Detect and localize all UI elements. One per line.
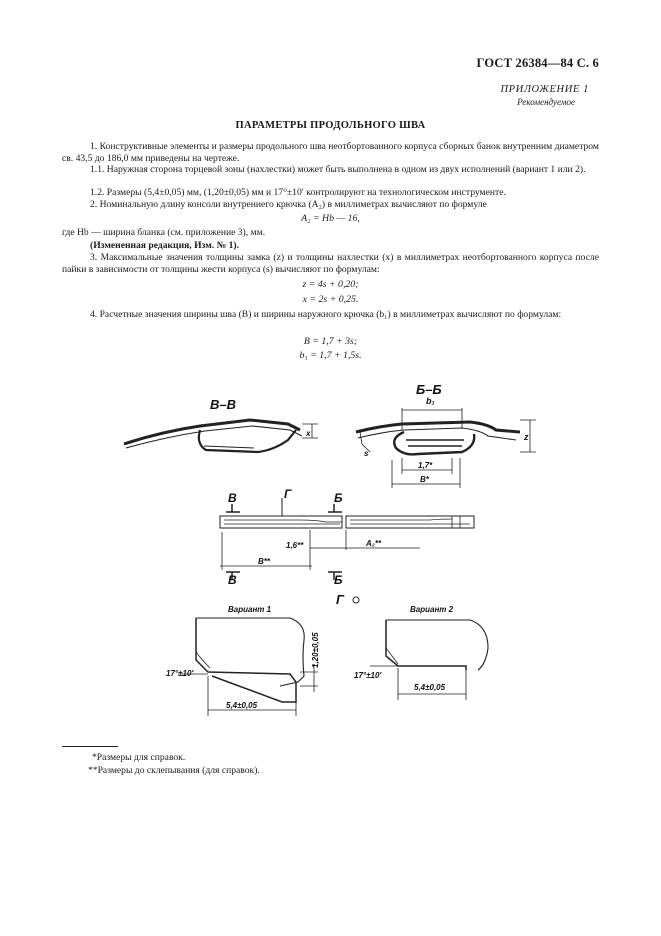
formula-z: z = 4s + 0,20; <box>302 279 359 290</box>
paragraph-2-where: где Hb — ширина бланка (см. приложение 3), мм. <box>62 227 266 238</box>
dim-b1-label: b₁ <box>426 396 435 406</box>
dim-54-2-label: 5,4±0,05 <box>414 683 446 692</box>
dim-16-label: 1,6** <box>286 541 304 550</box>
footnote-2: **Размеры до склепывания (для справок). <box>88 765 260 776</box>
paragraph-1-2: 1.2. Размеры (5,4±0,05) мм, (1,20±0,05) мм и 17°±10′ контролируют на технологическом инструменте. <box>90 187 506 198</box>
appendix-label: ПРИЛОЖЕНИЕ 1 <box>500 84 589 95</box>
dim-12-label: 1,20±0,05 <box>311 632 320 668</box>
angle-1-label: 17°±10′ <box>166 669 194 678</box>
formula-b1: b₁ = 1,7 + 1,5s. <box>299 350 362 361</box>
change-note: (Измененная редакция, Изм. № 1). <box>90 240 240 251</box>
section-bb-label: Б–Б <box>416 382 442 397</box>
paragraph-1: 1. Конструктивные элементы и размеры продольного шва неотбортованного корпуса сборных банок внутренним диаметром св. 43,5 до 186,0 мм приведены на чертеже. <box>62 141 599 165</box>
variant-2-label: Вариант 2 <box>410 605 454 614</box>
mark-g-top: Г <box>284 487 292 501</box>
dim-x-label: x <box>306 429 311 438</box>
seam-drawing <box>0 370 661 730</box>
mark-b-bottom: Б <box>334 573 343 587</box>
dim-z-label: z <box>524 432 529 442</box>
view-g-circle <box>353 597 359 603</box>
paragraph-3: 3. Максимальные значения толщины замка (z) и толщины нахлестки (x) в миллиметрах неотбортованного корпуса после пайки в зависимости от толщины жести корпуса (s) вычисляют по формулам: <box>62 252 599 276</box>
mark-b-top: Б <box>334 491 343 505</box>
section-title: ПАРАМЕТРЫ ПРОДОЛЬНОГО ШВА <box>235 120 426 131</box>
view-g-label: Г <box>336 592 344 607</box>
paragraph-4: 4. Расчетные значения ширины шва (B) и ширины наружного крючка (b₁) в миллиметрах вычисляют по формулам: <box>90 309 562 320</box>
appendix-status: Рекомендуемое <box>517 97 575 107</box>
variant-1-label: Вариант 1 <box>228 605 272 614</box>
formula-x: x = 2s + 0,25. <box>302 294 359 305</box>
mark-v-top: В <box>228 491 237 505</box>
paragraph-2: 2. Номинальную длину консоли внутреннего крючка (A₂) в миллиметрах вычисляют по формуле <box>90 199 487 210</box>
section-vv-label: В–В <box>210 397 237 412</box>
footnote-1: *Размеры для справок. <box>92 752 186 763</box>
dim-b2-label: B** <box>258 557 271 566</box>
paragraph-1-1: 1.1. Наружная сторона торцевой зоны (нахлестки) может быть выполнена в одном из двух исполнений (вариант 1 или 2). <box>90 164 586 175</box>
formula-b: B = 1,7 + 3s; <box>303 336 358 347</box>
formula-a2: A₂ = Hb — 16, <box>301 213 360 224</box>
dim-a2-label: A₂** <box>366 539 382 548</box>
angle-2-label: 17°±10′ <box>354 671 382 680</box>
page-header: ГОСТ 26384—84 С. 6 <box>476 56 599 70</box>
mark-v-bottom: В <box>228 573 237 587</box>
footnote-divider <box>62 746 118 747</box>
dim-17-label: 1,7* <box>418 461 433 470</box>
dim-54-1-label: 5,4±0,05 <box>226 701 258 710</box>
dim-b-label: B* <box>420 475 429 484</box>
dim-s-label: s <box>364 449 369 458</box>
